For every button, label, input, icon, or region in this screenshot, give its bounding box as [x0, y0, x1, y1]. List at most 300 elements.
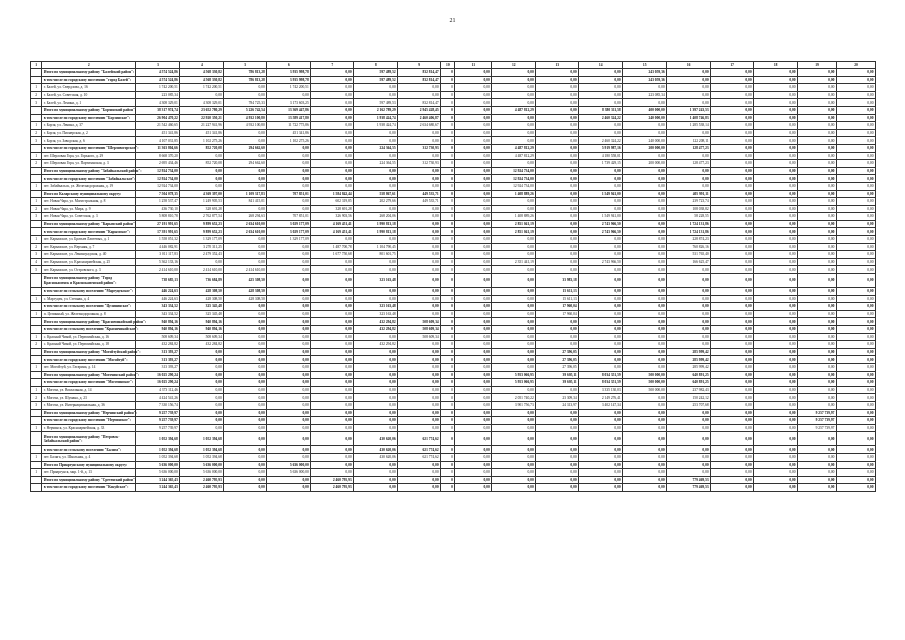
amount-cell: 1 285 538,14 — [667, 122, 711, 130]
amount-cell: 0,00 — [224, 461, 267, 469]
amount-cell: 0,00 — [354, 356, 398, 364]
column-number: 4 — [180, 62, 224, 69]
amount-cell: 0,00 — [224, 356, 267, 364]
amount-cell: 0 — [441, 76, 455, 84]
amount-cell: 0,00 — [711, 69, 754, 77]
amount-cell: 841 415,01 — [224, 198, 267, 206]
row-number — [31, 144, 42, 152]
amount-cell: 2 743 966,50 — [579, 228, 623, 236]
amount-cell: 0,00 — [267, 356, 311, 364]
amount-cell: 0,00 — [455, 318, 492, 326]
amount-cell: 0,00 — [492, 76, 536, 84]
amount-cell: 736 684,89 — [180, 274, 224, 288]
amount-cell: 7 504 078,35 — [136, 190, 180, 198]
amount-cell: 0,00 — [798, 84, 837, 92]
amount-cell: 0,00 — [398, 243, 441, 251]
amount-cell: 0 — [441, 99, 455, 107]
subtotal-row — [31, 348, 876, 356]
table-row — [31, 236, 876, 244]
amount-cell: 0,00 — [836, 424, 875, 432]
amount-cell: 0,00 — [492, 84, 536, 92]
amount-cell: 0,00 — [798, 228, 837, 236]
amount-cell: 0 — [441, 182, 455, 190]
amount-cell: 4 180 558,01 — [579, 152, 623, 160]
amount-cell: 940 894,16 — [136, 318, 180, 326]
subtotal-row — [31, 220, 876, 228]
table-row — [31, 266, 876, 274]
amount-cell: 0,00 — [492, 348, 536, 356]
amount-cell: 0,00 — [398, 236, 441, 244]
amount-cell: 2 351 441,19 — [492, 258, 536, 266]
amount-cell: 0,00 — [711, 220, 754, 228]
amount-cell: 0,00 — [455, 129, 492, 137]
amount-cell: 0,00 — [754, 266, 798, 274]
amount-cell: 0,00 — [311, 137, 354, 145]
amount-cell: 0,00 — [311, 76, 354, 84]
amount-cell: 0,00 — [754, 91, 798, 99]
subtotal-row — [31, 356, 876, 364]
amount-cell: 285 999,42 — [667, 356, 711, 364]
amount-cell: 0 — [441, 198, 455, 206]
amount-cell: 0,00 — [398, 363, 441, 371]
amount-cell: 0,00 — [798, 190, 837, 198]
amount-cell: 243 059,36 — [623, 76, 667, 84]
amount-cell: 0,00 — [836, 84, 875, 92]
amount-cell: 0,00 — [798, 333, 837, 341]
amount-cell: 3 402 147,34 — [579, 401, 623, 409]
amount-cell: 0,00 — [354, 84, 398, 92]
amount-cell: 1 549 941,00 — [579, 190, 623, 198]
amount-cell: 0,00 — [455, 424, 492, 432]
column-number: 20 — [836, 62, 875, 69]
amount-cell: 0 — [441, 69, 455, 77]
amount-cell: 0,00 — [754, 251, 798, 259]
address-cell: в том числе по городскому поселению "Могойтуй": — [42, 356, 136, 364]
amount-cell: 1 742 200,51 — [136, 84, 180, 92]
amount-cell: 0,00 — [311, 310, 354, 318]
amount-cell: 0,00 — [711, 310, 754, 318]
amount-cell: 0,00 — [754, 303, 798, 311]
amount-cell: 3 935 998,78 — [267, 69, 311, 77]
amount-cell: 0 — [441, 310, 455, 318]
amount-cell: 0 — [441, 484, 455, 492]
amount-cell: 0,00 — [579, 318, 623, 326]
amount-cell: 0,00 — [492, 386, 536, 394]
table-row — [31, 99, 876, 107]
address-cell: в том числе по городскому поселению "Карымское": — [42, 228, 136, 236]
amount-cell: 223 085,34 — [623, 91, 667, 99]
amount-cell: 0,00 — [398, 274, 441, 288]
subtotal-row — [31, 190, 876, 198]
amount-cell: 4 574 524,86 — [136, 69, 180, 77]
amount-cell: 0,00 — [798, 371, 837, 379]
amount-cell: 0,00 — [798, 99, 837, 107]
amount-cell: 0,00 — [224, 182, 267, 190]
amount-cell: 0,00 — [798, 152, 837, 160]
amount-cell: 0,00 — [579, 236, 623, 244]
amount-cell: 343 334,52 — [136, 310, 180, 318]
amount-cell: 0,00 — [836, 258, 875, 266]
amount-cell: 0,00 — [754, 84, 798, 92]
amount-cell: 0,00 — [354, 236, 398, 244]
amount-cell: 0,00 — [536, 333, 579, 341]
amount-cell: 223 085,34 — [136, 91, 180, 99]
amount-cell: 0,00 — [711, 91, 754, 99]
amount-cell: 0,00 — [492, 310, 536, 318]
amount-cell: 3 029 177,09 — [267, 220, 311, 228]
amount-cell: 0,00 — [311, 99, 354, 107]
amount-cell: 0,00 — [579, 243, 623, 251]
subtotal-row — [31, 409, 876, 417]
amount-cell: 0,00 — [836, 371, 875, 379]
amount-cell: 0,00 — [180, 409, 224, 417]
amount-cell: 0,00 — [492, 91, 536, 99]
amount-cell: 0,00 — [224, 341, 267, 349]
amount-cell: 0,00 — [579, 453, 623, 461]
amount-cell: 0,00 — [798, 386, 837, 394]
amount-cell: 4 487 812,29 — [492, 152, 536, 160]
amount-cell: 1 052 394,68 — [136, 453, 180, 461]
amount-cell: 597 489,53 — [354, 99, 398, 107]
amount-cell: 0,00 — [311, 363, 354, 371]
amount-cell: 0,00 — [492, 274, 536, 288]
amount-cell: 0,00 — [667, 69, 711, 77]
amount-cell: 0,00 — [798, 341, 837, 349]
amount-cell: 9 899 652,23 — [180, 228, 224, 236]
address-cell: с. Красный Чикой, ул. Первомайская, д. 16 — [42, 333, 136, 341]
amount-cell: 0,00 — [623, 274, 667, 288]
row-number: 1 — [31, 333, 42, 341]
amount-cell: 0,00 — [455, 333, 492, 341]
amount-cell: 0,00 — [623, 205, 667, 213]
amount-cell: 0,00 — [536, 446, 579, 454]
address-cell: Итого по муниципальному району "Могочинский район": — [43, 372, 139, 377]
amount-cell: 0,00 — [536, 167, 579, 175]
amount-cell: 0,00 — [398, 379, 441, 387]
amount-cell: 0,00 — [798, 303, 837, 311]
amount-cell: 1 724 131,86 — [667, 220, 711, 228]
amount-cell: 0,00 — [492, 114, 536, 122]
amount-cell: 0,00 — [455, 144, 492, 152]
row-number: 1 — [31, 198, 42, 206]
amount-cell: 39 605,11 — [536, 379, 579, 387]
amount-cell: 0,00 — [798, 461, 837, 469]
address-cell: пгт. Карымское, ул. Ленинградская, д. 40 — [42, 251, 136, 259]
amount-cell: 0,00 — [711, 476, 754, 484]
address-cell: Итого по муниципальному району "Карымский район": — [43, 222, 137, 227]
amount-cell: 3 244 365,43 — [136, 476, 180, 484]
amount-cell: 0,00 — [311, 453, 354, 461]
amount-cell: 449 535,71 — [398, 198, 441, 206]
amount-cell: 2 945 428,45 — [398, 106, 441, 114]
amount-cell: 27 191 991,65 — [136, 220, 180, 228]
amount-cell: 0,00 — [354, 461, 398, 469]
amount-cell: 323 163,48 — [354, 274, 398, 288]
amount-cell: 4 568 330,82 — [180, 76, 224, 84]
amount-cell: 0,00 — [623, 228, 667, 236]
amount-cell: 1 052 394,68 — [180, 446, 224, 454]
amount-cell: 2 460 795,93 — [311, 476, 354, 484]
amount-cell: 0,00 — [492, 137, 536, 145]
amount-cell: 0 — [441, 122, 455, 130]
amount-cell: 508 609,34 — [180, 333, 224, 341]
amount-cell: 597 489,52 — [354, 69, 398, 77]
amount-cell: 268 294,63 — [224, 213, 267, 221]
amount-cell: 0,00 — [711, 288, 754, 296]
amount-cell: 0,00 — [455, 371, 492, 379]
amount-cell: 0,00 — [623, 310, 667, 318]
amount-cell: 312 730,93 — [398, 160, 441, 168]
amount-cell: 0,00 — [711, 129, 754, 137]
amount-cell: 0,00 — [579, 417, 623, 425]
amount-cell: 0,00 — [267, 175, 311, 183]
amount-cell: 0,00 — [536, 326, 579, 334]
amount-cell: 621 774,62 — [398, 446, 441, 454]
amount-cell: 0,00 — [398, 205, 441, 213]
amount-cell: 11 363 804,66 — [136, 144, 180, 152]
amount-cell: 343 334,52 — [136, 303, 180, 311]
amount-cell: 0,00 — [754, 106, 798, 114]
amount-cell: 128 477,23 — [667, 144, 711, 152]
amount-cell: 0,00 — [667, 76, 711, 84]
amount-cell: 0,00 — [455, 341, 492, 349]
amount-cell: 4 568 330,82 — [180, 69, 224, 77]
amount-cell: 0,00 — [623, 394, 667, 402]
amount-cell: 3 011 117,83 — [136, 251, 180, 259]
amount-cell: 0,00 — [836, 152, 875, 160]
amount-cell: 0,00 — [398, 213, 441, 221]
amount-cell: 0,00 — [180, 424, 224, 432]
amount-cell: 0,00 — [798, 114, 837, 122]
amount-cell: 0,00 — [836, 251, 875, 259]
row-number — [31, 476, 42, 484]
amount-cell: 0 — [441, 409, 455, 417]
amount-cell: 0,00 — [224, 371, 267, 379]
amount-cell: 0,00 — [711, 236, 754, 244]
amount-cell: 0,00 — [836, 446, 875, 454]
table-row — [31, 198, 876, 206]
amount-cell: 0,00 — [455, 160, 492, 168]
amount-cell: 0 — [441, 190, 455, 198]
amount-cell: 0,00 — [492, 205, 536, 213]
row-number — [31, 409, 42, 417]
row-number: 2 — [31, 341, 42, 349]
amount-cell: 0,00 — [224, 251, 267, 259]
amount-cell: 0,00 — [398, 348, 441, 356]
amount-cell: 0,00 — [667, 446, 711, 454]
amount-cell: 17 391 991,65 — [136, 228, 180, 236]
subtotal-row — [31, 303, 876, 311]
amount-cell: 531 765,40 — [667, 251, 711, 259]
address-cell: пгт. Новая Чара, ул. Советская, д. 3 — [42, 213, 136, 221]
amount-cell: 0,00 — [536, 409, 579, 417]
amount-cell: 0 — [441, 461, 455, 469]
amount-cell: 0,00 — [536, 76, 579, 84]
amount-cell: 0,00 — [224, 152, 267, 160]
address-cell: Итого по Приаргунскому муниципальному округу: — [42, 461, 136, 469]
amount-cell: 0,00 — [536, 144, 579, 152]
amount-cell: 0,00 — [798, 129, 837, 137]
amount-cell: 0,00 — [492, 476, 536, 484]
amount-cell: 8 034 351,59 — [579, 371, 623, 379]
amount-cell: 0,00 — [798, 76, 837, 84]
row-number: 2 — [31, 205, 42, 213]
amount-cell: 0,00 — [398, 84, 441, 92]
column-number: 5 — [224, 62, 267, 69]
amount-cell: 2 460 324,22 — [579, 114, 623, 122]
amount-cell: 0,00 — [711, 114, 754, 122]
amount-cell: 0,00 — [754, 152, 798, 160]
amount-cell: 0,00 — [754, 326, 798, 334]
amount-cell: 0,00 — [836, 175, 875, 183]
amount-cell: 3 270 311,25 — [180, 243, 224, 251]
subtotal-row — [31, 476, 876, 484]
amount-cell: 0,00 — [311, 106, 354, 114]
amount-cell: 0,00 — [224, 363, 267, 371]
amount-cell: 0,00 — [455, 182, 492, 190]
amount-cell: 0 — [441, 476, 455, 484]
amount-cell: 784 725,33 — [224, 99, 267, 107]
amount-cell: 1 258 537,47 — [136, 198, 180, 206]
amount-cell: 0,00 — [398, 251, 441, 259]
amount-cell: 0,00 — [267, 295, 311, 303]
amount-cell: 0,00 — [492, 69, 536, 77]
amount-cell: 0,00 — [180, 386, 224, 394]
amount-cell: 0,00 — [224, 303, 267, 311]
amount-cell: 0,00 — [455, 243, 492, 251]
amount-cell: 0,00 — [455, 386, 492, 394]
address-cell: пгт. Новая Чара, ул. Мира, д. 9 — [42, 205, 136, 213]
amount-cell: 4 574 524,86 — [136, 76, 180, 84]
amount-cell: 0,00 — [354, 152, 398, 160]
amount-cell: 294 662,60 — [224, 144, 267, 152]
amount-cell: 313 393,27 — [136, 348, 180, 356]
amount-cell: 500 000,00 — [623, 379, 667, 387]
amount-cell: 0,00 — [754, 348, 798, 356]
amount-cell: 0,00 — [623, 432, 667, 446]
amount-cell: 602 319,85 — [311, 198, 354, 206]
amount-cell: 0,00 — [267, 453, 311, 461]
amount-cell: 0,00 — [492, 446, 536, 454]
amount-cell: 240 000,00 — [623, 114, 667, 122]
amount-cell: 0,00 — [267, 432, 311, 446]
row-number: 2 — [31, 91, 42, 99]
row-number — [31, 288, 42, 296]
amount-cell: 0,00 — [667, 295, 711, 303]
amount-cell: 500 000,00 — [623, 371, 667, 379]
amount-cell: 2 851 041,19 — [492, 228, 536, 236]
amount-cell: 0,00 — [754, 363, 798, 371]
amount-cell: 0,00 — [836, 160, 875, 168]
amount-cell: 0,00 — [224, 476, 267, 484]
amount-cell: 0,00 — [536, 91, 579, 99]
amount-cell: 0,00 — [667, 432, 711, 446]
amount-cell: 0,00 — [267, 394, 311, 402]
amount-cell: 0,00 — [267, 182, 311, 190]
amount-cell: 326 903,56 — [311, 213, 354, 221]
amount-cell: 0,00 — [311, 401, 354, 409]
amount-cell: 558 867,61 — [354, 190, 398, 198]
amount-cell: 0,00 — [711, 258, 754, 266]
row-number — [31, 76, 42, 84]
amount-cell: 0,00 — [667, 453, 711, 461]
amount-cell: 0,00 — [267, 348, 311, 356]
amount-cell: 4 169 451,41 — [311, 220, 354, 228]
amount-cell: 0,00 — [579, 432, 623, 446]
amount-cell: 0,00 — [311, 303, 354, 311]
amount-cell: 0,00 — [667, 409, 711, 417]
amount-cell: 0,00 — [536, 213, 579, 221]
amount-cell: 400 000,00 — [623, 106, 667, 114]
address-cell: Итого по муниципальному району "Забайкальский район": — [43, 168, 142, 173]
amount-cell: 0,00 — [224, 333, 267, 341]
amount-cell: 0,00 — [536, 129, 579, 137]
amount-cell: 0,00 — [492, 356, 536, 364]
subtotal-row — [31, 326, 876, 334]
amount-cell: 2 762 877,54 — [180, 213, 224, 221]
amount-cell: 1 249 905,53 — [180, 198, 224, 206]
amount-cell: 0,00 — [623, 288, 667, 296]
address-cell: п. Целинный, ул. Железнодорожная, д. 8 — [42, 310, 136, 318]
row-number — [31, 484, 42, 492]
amount-cell: 0,00 — [224, 409, 267, 417]
amount-cell: 0,00 — [667, 469, 711, 477]
amount-cell: 0,00 — [267, 318, 311, 326]
table-row — [31, 469, 876, 477]
row-number — [31, 348, 42, 356]
amount-cell: 0,00 — [711, 243, 754, 251]
amount-cell: 323 163,48 — [354, 310, 398, 318]
amount-cell: 0,00 — [754, 446, 798, 454]
page-number: 21 — [449, 18, 456, 24]
amount-cell: 432 294,82 — [354, 326, 398, 334]
amount-cell: 0,00 — [754, 205, 798, 213]
amount-cell: 0 — [441, 356, 455, 364]
amount-cell: 0,00 — [398, 295, 441, 303]
amount-cell: 0,00 — [267, 326, 311, 334]
amount-cell: 0,00 — [224, 326, 267, 334]
amount-cell: 0,00 — [711, 99, 754, 107]
amount-cell: 0,00 — [623, 348, 667, 356]
table-row — [31, 182, 876, 190]
amount-cell: 0,00 — [836, 114, 875, 122]
amount-cell: 0,00 — [836, 182, 875, 190]
amount-cell: 786 813,28 — [224, 76, 267, 84]
amount-cell: 0,00 — [267, 386, 311, 394]
amount-cell: 0,00 — [354, 484, 398, 492]
address-cell: в том числе по городскому поселению "Могочинское": — [42, 379, 136, 387]
amount-cell: 0,00 — [398, 424, 441, 432]
amount-cell: 2 743 966,50 — [579, 258, 623, 266]
amount-cell: 0,00 — [667, 84, 711, 92]
amount-cell: 2 634 610,00 — [224, 220, 267, 228]
amount-cell: 0,00 — [536, 190, 579, 198]
amount-cell: 0,00 — [455, 106, 492, 114]
amount-cell: 405 991,11 — [667, 190, 711, 198]
amount-cell: 0,00 — [354, 348, 398, 356]
amount-cell: 0,00 — [836, 288, 875, 296]
amount-cell: 5 636 000,00 — [136, 469, 180, 477]
row-number — [31, 190, 42, 198]
amount-cell: 0,00 — [311, 266, 354, 274]
amount-cell: 0,00 — [623, 326, 667, 334]
amount-cell: 4 424 541,26 — [136, 394, 180, 402]
amount-cell: 0,00 — [623, 409, 667, 417]
amount-cell: 0,00 — [455, 69, 492, 77]
amount-cell: 0,00 — [798, 106, 837, 114]
amount-cell: 5 953 066,95 — [492, 371, 536, 379]
amount-cell: 0,00 — [798, 213, 837, 221]
